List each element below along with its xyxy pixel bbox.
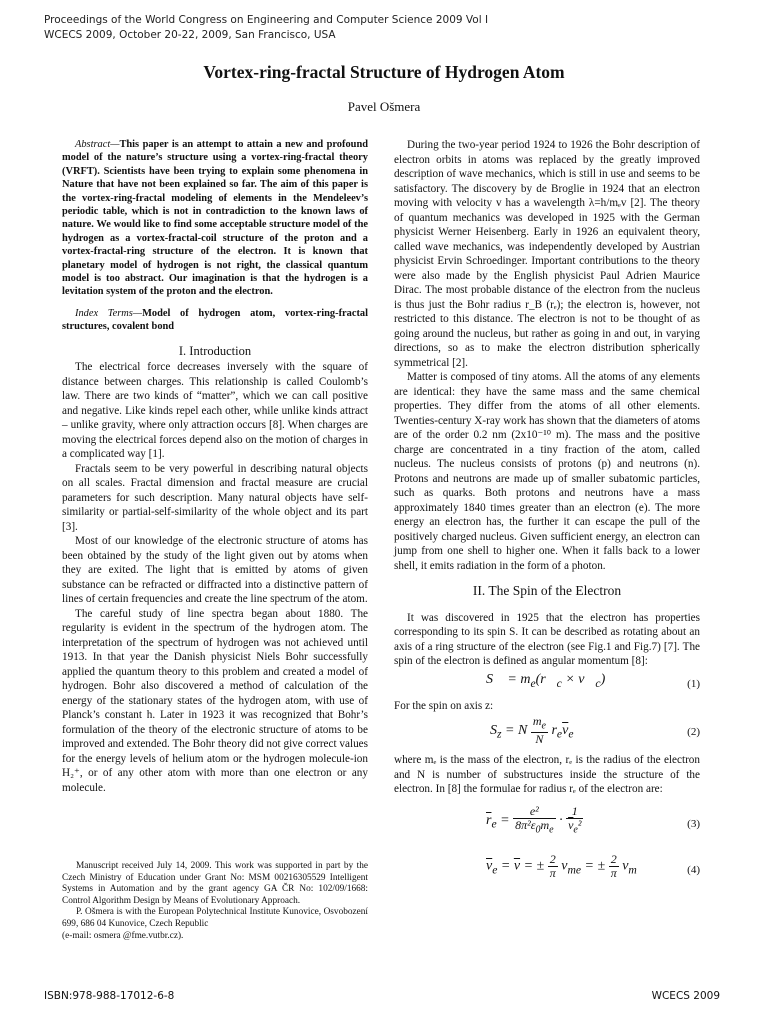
equation-2-formula: $S_z = N$ $\frac{m_e}{N}$ $r_e\overline{v}_e$ bbox=[490, 714, 574, 747]
equation-1-number: (1) bbox=[687, 677, 700, 690]
index-terms bbox=[62, 307, 368, 334]
equation-2 bbox=[394, 713, 700, 753]
intro-paragraph: Most of our knowledge of the electronic structure of atoms has been obtained by the study of the light given out by atoms when they are exited. The light that is emitted by atoms of given substance can be refracted or diffracted into a distinctive pattern of lines of certain frequencies and create the line spectrum of the atom. bbox=[62, 535, 368, 606]
body-paragraph: During the two-year period 1924 to 1926 the Bohr description of electron orbits in atoms was replaced by the greatly improved description of wave mechanics, which is still in use and seems to be satisfactory. The discovery by de Broglie in 1924 that an electron moving with velocity v has a wavelength λ=h/mₑv [2]. The theory of quantum mechanics was developed in 1925 with the German physicist Werner Heisenberg. Early in 1926 an equivalent theory, called wave mechanics, was independently developed by Austrian physicist Ervin Schroedinger. Important contributions to the theory were also made by the English physicist Paul Adrien Maurice Dirac. The most probable distance of the electron from the nucleus is thus just the Bohr radius r_B (rₑ); the electron is, however, not restricted to this distance. The electron is not to be thought of as going around the nucleus, but rather as going in and out, in varying directions, so as to make the electron distribution spherically symmetrical [2]. bbox=[394, 139, 700, 369]
index-terms-text: Model of hydrogen atom, vortex-ring-fractal structures, covalent bond bbox=[62, 307, 368, 333]
equation-1-formula: S⃗ = $m_e(r⃗_c$ × $v⃗_c$) bbox=[486, 671, 606, 690]
footnote-email: (e-mail: osmera @fme.vutbr.cz). bbox=[62, 930, 184, 941]
isbn-footer: ISBN:978-988-17012-6-8 bbox=[44, 990, 175, 1002]
paper-author: Pavel Ošmera bbox=[347, 99, 421, 114]
equation-3-number: (3) bbox=[687, 817, 700, 830]
equation-4-number: (4) bbox=[687, 863, 700, 876]
equation-3-formula: $\overline{r}_e$ = $\frac{\text{e²}}{8\pi^2\varepsilon_0m_e}$ · $\frac{1}{\overline{v}_e^2}$ bbox=[486, 803, 582, 835]
spin-axis-text: For the spin on axis z: bbox=[394, 699, 494, 712]
footnote bbox=[62, 861, 368, 942]
intro-paragraph: The electrical force decreases inversely with the square of distance between charges. This relationship is called Coulomb’s law. There are two kinds of “matter”, which we can call positive and negative. Like kinds repel each other, while unlike kinds attract – unlike gravity, where only attraction occurs [8]. When charges are moving the electrical forces depend also on the motion of charges in a complicated way [1]. bbox=[62, 361, 368, 461]
equation-4 bbox=[394, 851, 700, 893]
spin-paragraph: It was discovered in 1925 that the electron has properties corresponding to its spin S. It can be described as rotating about an axis of a ring structure of the electron (see Fig.1 and Fig.7) [7]. The spin of the electron is defined as angular momentum [8]: bbox=[394, 611, 700, 667]
abstract-text: This paper is an attempt to attain a new and profound model of the nature’s structure using a vortex-ring-fractal theory (VRFT). Scientists have been trying to explain some phenomena in Nature that have not been explained so far. The aim of this paper is the vortex-ring-fractal modeling of elements in the Mendeleev’s periodic table, which is not in contradiction to the known laws of nature. We would like to find some acceptable structure model of the hydrogen as a vortex-fractal-coil structure of the proton and a vortex-fractal-ring structure of the electron. It is known that planetary model of hydrogen is not right, the classical quantum model is too abstract. Our imagination is that the hydrogen is a levitation system of the proton and the electron. bbox=[62, 139, 368, 298]
spin-paragraph: where mₑ is the mass of the electron, rₑ is the radius of the electron and N is number of substructures inside the structure of the electron. In [8] the formulae for radius rₑ of the electron are: bbox=[394, 754, 700, 795]
index-terms-label: Index Terms— bbox=[75, 307, 143, 319]
footnote-affiliation: P. Ošmera is with the European Polytechnical Institute Kunovice, Osvobození 699, 686 04 Kunovice, Czech Republic bbox=[62, 907, 368, 929]
intro-paragraph: The careful study of line spectra began about 1880. The regularity is evident in the spectrum of the hydrogen atom. The interpretation of the spectrum of hydrogen was not achieved until 1913. In that year the Danish physicist Niels Bohr successfully applied the quantum theory to this problem and created a model of hydrogen. Bohr also discovered a method of calculation of the energy of the stationary states of the hydrogen atom, with use of Planck’s constant h. Later in 1923 it was recognized that Bohr’s formulation of the theory of the electronic structure of atoms to be improved and extended. The Bohr theory did not give correct values for the energy levels of helium atom or the hydrogen molecule-ion H₂⁺, or of any other atom with more than one electron or any molecule. bbox=[62, 607, 368, 794]
abstract-label: Abstract— bbox=[75, 139, 120, 150]
left-column bbox=[62, 138, 368, 795]
abstract bbox=[62, 138, 368, 299]
body-paragraph: Matter is composed of tiny atoms. All the atoms of any elements are identical: they have the same mass and the same chemical properties. They differ from the atoms of all other elements. Twenties-century X-ray work has shown that the diameters of atoms are of the order 0.2 nm (2x10⁻¹⁰ m). The mass and the positive charge are concentrated in a tiny fraction of the atom, called nucleus. The nucleus consists of protons (p) and neutrons (n). Protons and neutrons are made up of smaller subatomic particles, such as quarks. Both protons and neutrons have a mass approximately 1840 times greater than an electron (e). The more energy an electron has, the further it can escape the pull of the positively charged nucleus. Given sufficient energy, an electron can jump from one shell to higher one. When it falls back to a lower shell, it emits radiation in the form of a photon. bbox=[394, 371, 700, 572]
equation-1 bbox=[394, 669, 700, 699]
conference-header: WCECS 2009, October 20-22, 2009, San Francisco, USA bbox=[44, 29, 336, 41]
footnote-manuscript: Manuscript received July 14, 2009. This work was supported in part by the Czech Ministry of Education under Grant No: MSM 00216305529 Intelligent Systems in Automation and by the grant agency GA ČR No: 102/09/1668: Control Algorithm Design by Means of Evolutionary Approach. bbox=[62, 861, 368, 906]
paper-title: Vortex-ring-fractal Structure of Hydrogen Atom bbox=[203, 62, 565, 82]
conference-footer: WCECS 2009 bbox=[651, 990, 720, 1002]
equation-4-formula: $\overline{v}_e = \overline{v}$ = ± $\frac{2}{\pi}$ $v_{me}$ = ± $\frac{2}{\pi}$ $v_m$ bbox=[486, 851, 637, 880]
equation-2-number: (2) bbox=[687, 726, 700, 738]
proceedings-header: Proceedings of the World Congress on Engineering and Computer Science 2009 Vol I bbox=[44, 14, 489, 26]
right-column bbox=[394, 138, 700, 893]
section-heading-introduction: I. Introduction bbox=[178, 343, 252, 358]
section-heading-spin: II. The Spin of the Electron bbox=[472, 583, 622, 598]
equation-3 bbox=[394, 801, 700, 851]
intro-paragraph: Fractals seem to be very powerful in describing natural objects on all scales. Fractal dimension and fractal measure are crucial parameters for such description. Many natural objects have self-similarity or partial-self-similarity of the whole object and its part [3]. bbox=[62, 462, 368, 533]
